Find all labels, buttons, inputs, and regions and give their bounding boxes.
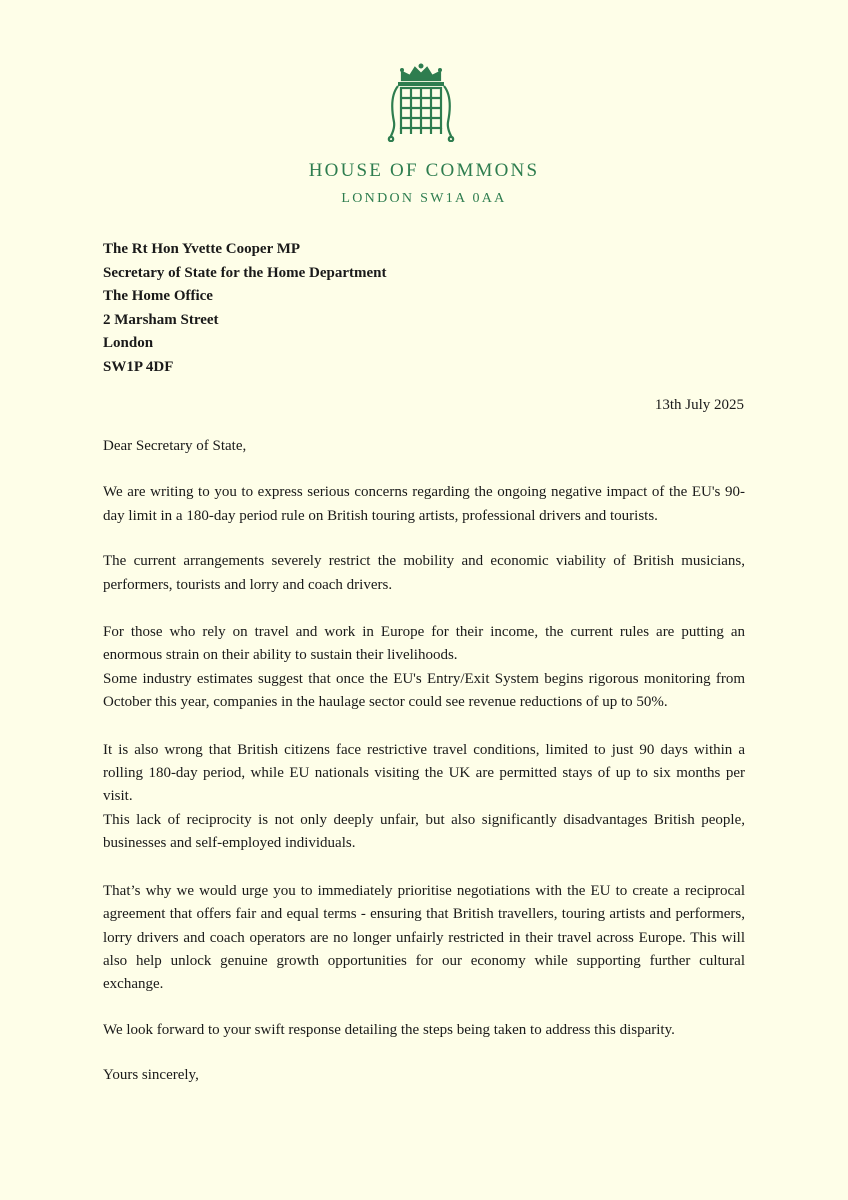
paragraph: This lack of reciprocity is not only deeply unfair, but also significantly disadvantages British people, businesses and self-employed individuals. (103, 811, 745, 852)
recipient-street: 2 Marsham Street (103, 311, 219, 328)
letter-body (103, 435, 745, 1088)
paragraph: That’s why we would urge you to immediately prioritise negotiations with the EU to create a reciprocal agreement that offers fair and equal terms - ensuring that British travellers, touring artists and performers, lorry drivers and coach operators are no longer unfairly restricted in their travel across Europe. This will also help unlock genuine growth opportunities for our economy while supporting further cultural exchange. (103, 882, 745, 993)
paragraph: It is also wrong that British citizens face restrictive travel conditions, limited to just 90 days within a rolling 180-day period, while EU nationals visiting the UK are permitted stays of up to six months per visit. (103, 741, 745, 805)
closing: Yours sincerely, (103, 1067, 199, 1084)
recipient-organisation: The Home Office (103, 288, 213, 305)
portcullis-icon (386, 62, 456, 142)
paragraph: Some industry estimates suggest that once the EU's Entry/Exit System begins rigorous monitoring from October this year, companies in the haulage sector could see revenue reductions of up to 50%. (103, 670, 745, 711)
letterhead-institution: HOUSE OF COMMONS (308, 160, 540, 181)
letterhead-address: LONDON SW1A 0AA (341, 191, 507, 206)
letter-date: 13th July 2025 (654, 397, 744, 413)
recipient-title: Secretary of State for the Home Department (103, 264, 387, 281)
paragraph: The current arrangements severely restrict the mobility and economic viability of British musicians, performers, tourists and lorry and coach drivers. (103, 553, 745, 593)
paragraph: For those who rely on travel and work in Europe for their income, the current rules are putting an enormous strain on their ability to sustain their livelihoods. (103, 624, 745, 664)
salutation: Dear Secretary of State, (103, 438, 247, 454)
recipient-address-block (103, 238, 387, 380)
recipient-postcode: SW1P 4DF (103, 358, 174, 375)
recipient-name: The Rt Hon Yvette Cooper MP (103, 241, 301, 257)
paragraph: We are writing to you to express serious concerns regarding the ongoing negative impact of the EU's 90-day limit in a 180-day period rule on British touring artists, professional drivers and tourists. (103, 484, 745, 524)
paragraph: We look forward to your swift response detailing the steps being taken to address this disparity. (103, 1021, 675, 1038)
recipient-city: London (103, 335, 154, 352)
